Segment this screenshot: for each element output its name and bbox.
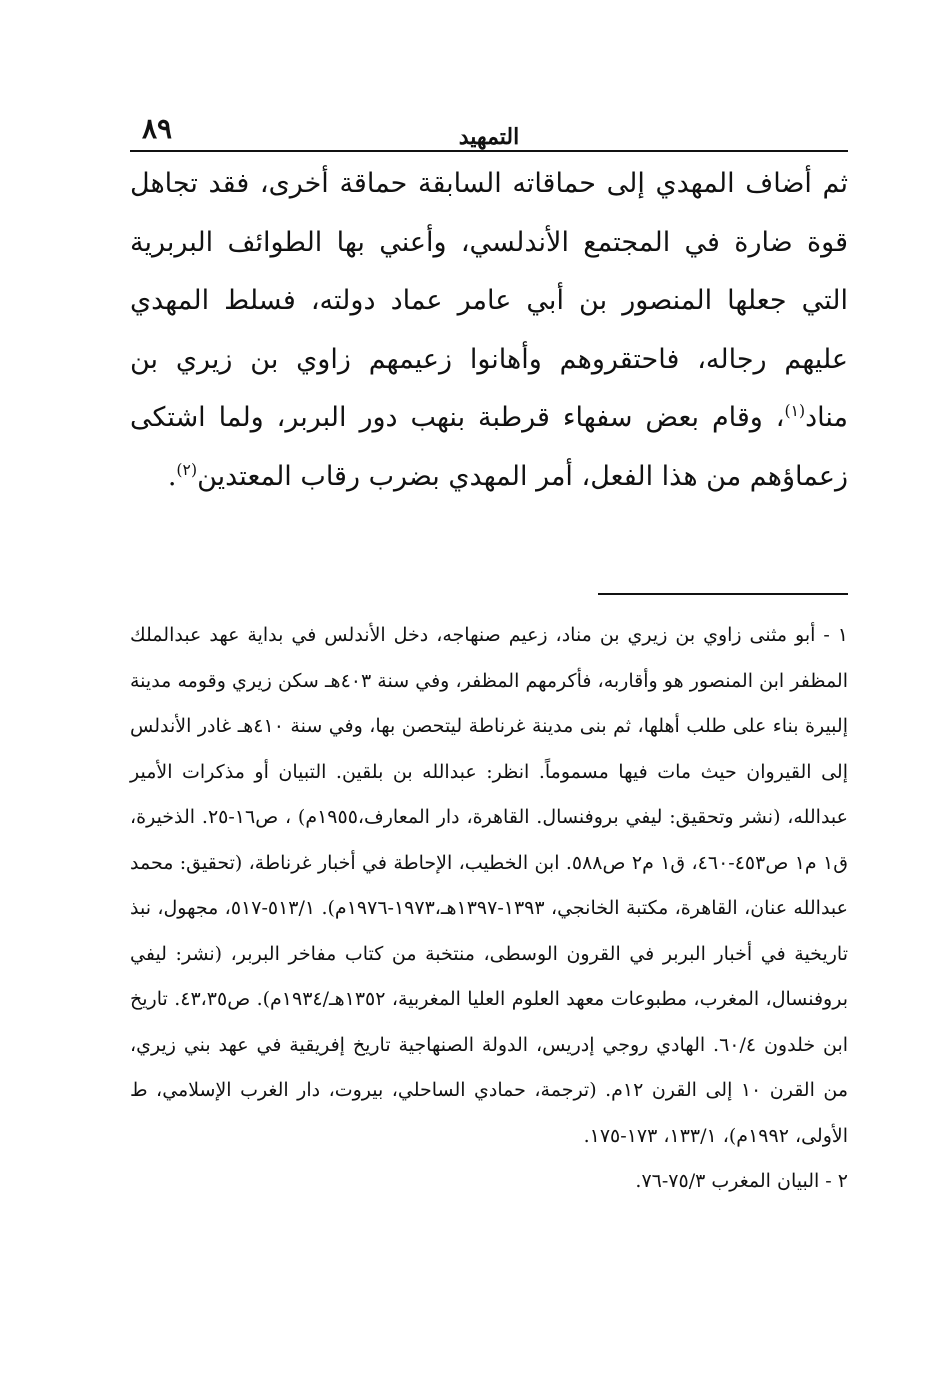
footnote-1: ١ - أبو مثنى زاوي بن زيري بن مناد، زعيم صنهاجه، دخل الأندلس في بداية عهد عبدالملك المظفر ابن المنصور هو وأقاربه، فأكرمهم المظفر، وفي سنة ٤٠٣هـ سكن زيري وقومه مدينة إلبيرة بناء على طلب أهلها، ثم بنى مدينة غرناطة ليتحصن بها، وفي سنة ٤١٠هـ غادر الأندلس إلى القيروان حيث مات فيها مسموماً. انظر: عبدالله بن بلقين. التبيان أو مذكرات الأمير عبدالله، (نشر وتحقيق: ليفي بروفنسال. القاهرة، دار المعارف،١٩٥٥م) ، ص١٦-٢٥. الذخيرة، ق١ م١ ص٤٥٣-٤٦٠، ق١ م٢ ص٥٨٨. ابن الخطيب، الإحاطة في أخبار غرناطة، (تحقيق: محمد عبدالله عنان، القاهرة، مكتبة الخانجي، ١٣٩٣-١٣٩٧هـ،١٩٧٣-١٩٧٦م). ٥١٣/١-٥١٧، مجهول، نبذ تاريخية في أخبار البربر في القرون الوسطى، منتخبة من كتاب مفاخر البربر، (نشر: ليفي بروفنسال، المغرب، مطبوعات معهد العلوم العليا المغربية، ١٣٥٢هـ/١٩٣٤م). ص٤٣،٣٥. تاريخ ابن خلدون ٦٠/٤. الهادي روجي إدريس، الدولة الصنهاجية تاريخ إفريقية في عهد بني زيري، من القرن ١٠ إلى القرن ١٢م. (ترجمة، حمادي الساحلي، بيروت، دار الغرب الإسلامي، ط الأولى، ١٩٩٢م)، ١٣٣/١، ١٧٣-١٧٥. bbox=[130, 624, 849, 1147]
paragraph-text: ، وقام بعض سفهاء قرطبة بنهب دور البربر، ولما اشتكى زعماؤهم من هذا الفعل، أمر المهدي بضرب رقاب المعتدين bbox=[130, 402, 848, 492]
main-text bbox=[130, 155, 848, 506]
running-title: التمهيد bbox=[458, 124, 520, 150]
footnote-ref-1: (١) bbox=[784, 401, 806, 420]
body-paragraph bbox=[130, 155, 848, 506]
footnote-2: ٢ - البيان المغرب ٧٥/٣-٧٦. bbox=[635, 1170, 848, 1192]
paragraph-text: . bbox=[167, 460, 177, 492]
footnote-ref-2: (٢) bbox=[176, 459, 198, 479]
page-header bbox=[130, 108, 848, 150]
page-number: ٨٩ bbox=[142, 112, 173, 145]
footnotes bbox=[130, 613, 848, 1205]
footnote-separator bbox=[598, 593, 848, 595]
paragraph-text: ثم أضاف المهدي إلى حماقاته السابقة حماقة أخرى، فقد تجاهل قوة ضارة في المجتمع الأندلسي، وأعني بها الطوائف البربرية التي جعلها المنصور بن أبي عامر عماد دولته، فسلط المهدي عليهم رجاله، فاحتقروهم وأهانوا زعيمهم زاوي بن زيري بن مناد bbox=[130, 168, 848, 433]
header-rule bbox=[130, 150, 848, 152]
